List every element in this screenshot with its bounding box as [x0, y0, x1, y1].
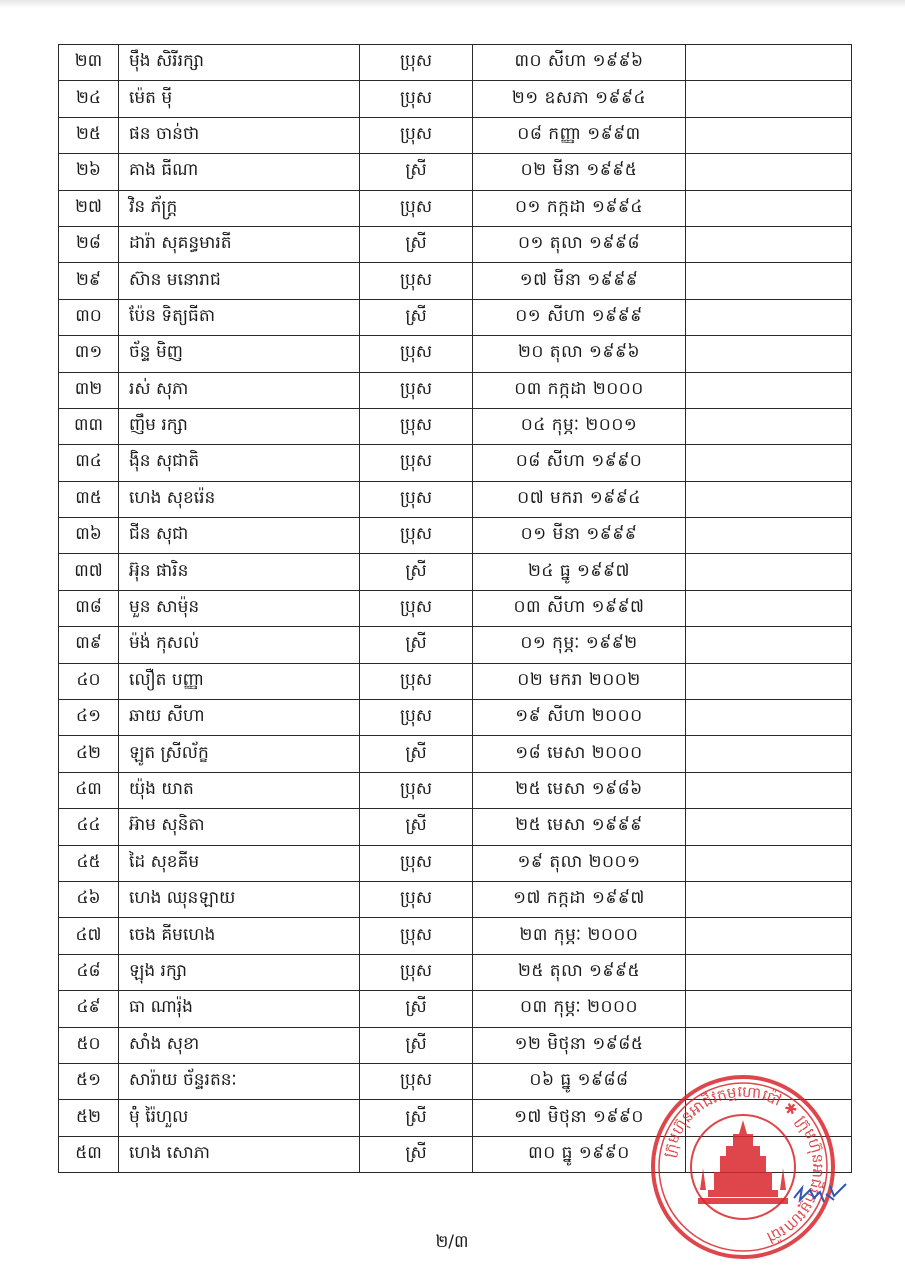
employee-name: ហេង សោភា — [119, 1136, 360, 1172]
gender: ប្រុស — [360, 1063, 473, 1099]
table-row — [59, 627, 852, 663]
gender: ប្រុស — [360, 772, 473, 808]
table-row — [59, 372, 852, 408]
date-of-birth: ០៦ ធ្នូ ១៩៨៨ — [473, 1063, 686, 1099]
row-number: ៤៧ — [59, 918, 119, 954]
svg-text:ក្រុមហ៊ុនអាជីវកម្មហោប៉ៅ ✱ ក្រុ: ក្រុមហ៊ុនអាជីវកម្មហោប៉ៅ ✱ ក្រុមហ៊ុនអាជីវកម្មហោប៉ៅ — [659, 1082, 828, 1247]
employee-name: ញឹម រក្សា — [119, 408, 360, 444]
date-of-birth: ១២ មិថុនា ១៩៨៥ — [473, 1027, 686, 1063]
row-number: ៣៥ — [59, 481, 119, 517]
date-of-birth: ០១ សីហា ១៩៩៩ — [473, 299, 686, 335]
gender: ប្រុស — [360, 445, 473, 481]
table-row — [59, 117, 852, 153]
date-of-birth: ១៩ សីហា ២០០០ — [473, 700, 686, 736]
note-cell — [686, 1027, 852, 1063]
table-row — [59, 1027, 852, 1063]
employee-name: ម៉ុំ រ៉ៃហួល — [119, 1100, 360, 1136]
page-edge — [0, 0, 905, 8]
row-number: ៣៣ — [59, 408, 119, 444]
date-of-birth: ១៧ មិថុនា ១៩៩០ — [473, 1100, 686, 1136]
note-cell — [686, 190, 852, 226]
gender: ស្រី — [360, 299, 473, 335]
gender: ប្រុស — [360, 518, 473, 554]
note-cell — [686, 299, 852, 335]
date-of-birth: ២៣ កុម្ភៈ ២០០០ — [473, 918, 686, 954]
date-of-birth: ២៤ ធ្នូ ១៩៩៧ — [473, 554, 686, 590]
gender: ប្រុស — [360, 663, 473, 699]
gender: ប្រុស — [360, 954, 473, 990]
gender: ស្រី — [360, 627, 473, 663]
row-number: ២៨ — [59, 226, 119, 262]
employee-name: ហេង សុខរ៉េន — [119, 481, 360, 517]
row-number: ៣០ — [59, 299, 119, 335]
note-cell — [686, 263, 852, 299]
row-number: ៤២ — [59, 736, 119, 772]
employee-name: ចេង គីមហេង — [119, 918, 360, 954]
table-row — [59, 554, 852, 590]
gender: ប្រុស — [360, 190, 473, 226]
date-of-birth: ០១ តុលា ១៩៩៨ — [473, 226, 686, 262]
employee-name: ឡុង រក្សា — [119, 954, 360, 990]
date-of-birth: ០៨ កញ្ញា ១៩៩៣ — [473, 117, 686, 153]
row-number: ៤៨ — [59, 954, 119, 990]
employee-name: ស៊ាន មនោរាជ — [119, 263, 360, 299]
signature — [790, 1178, 850, 1208]
employee-name: សារ៉ាយ ច័ន្ទរតនៈ — [119, 1063, 360, 1099]
note-cell — [686, 700, 852, 736]
gender: ប្រុស — [360, 408, 473, 444]
note-cell — [686, 627, 852, 663]
table-row — [59, 81, 852, 117]
table-row — [59, 772, 852, 808]
row-number: ៤៦ — [59, 881, 119, 917]
employee-name: រស់ សុភា — [119, 372, 360, 408]
note-cell — [686, 481, 852, 517]
note-cell — [686, 954, 852, 990]
row-number: ២៣ — [59, 45, 119, 81]
row-number: ៥០ — [59, 1027, 119, 1063]
note-cell — [686, 845, 852, 881]
date-of-birth: ០៣ កុម្ភៈ ២០០០ — [473, 991, 686, 1027]
table-row — [59, 954, 852, 990]
row-number: ៣៤ — [59, 445, 119, 481]
row-number: ៤០ — [59, 663, 119, 699]
employee-table — [58, 44, 852, 1173]
gender: ស្រី — [360, 1100, 473, 1136]
employee-name: អ៊ុន ផារិន — [119, 554, 360, 590]
employee-name: មួន សាម៉ុន — [119, 590, 360, 626]
gender: ប្រុស — [360, 700, 473, 736]
note-cell — [686, 372, 852, 408]
row-number: ៤៩ — [59, 991, 119, 1027]
table-row — [59, 845, 852, 881]
row-number: ៣៧ — [59, 554, 119, 590]
note-cell — [686, 663, 852, 699]
table-row — [59, 263, 852, 299]
note-cell — [686, 81, 852, 117]
table-row — [59, 445, 852, 481]
gender: ស្រី — [360, 1136, 473, 1172]
table-body — [59, 45, 852, 1173]
row-number: ២៤ — [59, 81, 119, 117]
note-cell — [686, 154, 852, 190]
table-row — [59, 190, 852, 226]
row-number: ២៧ — [59, 190, 119, 226]
date-of-birth: ២០ តុលា ១៩៩៦ — [473, 336, 686, 372]
employee-name: យ៉ុង យាត — [119, 772, 360, 808]
row-number: ៤៥ — [59, 845, 119, 881]
note-cell — [686, 226, 852, 262]
date-of-birth: ១៧ មីនា ១៩៩៩ — [473, 263, 686, 299]
employee-name: ឆាយ សីហា — [119, 700, 360, 736]
row-number: ២៩ — [59, 263, 119, 299]
employee-name: ឡូត ស្រីល័ក្ខ — [119, 736, 360, 772]
employee-name: ធា ណារ៉ុង — [119, 991, 360, 1027]
gender: ប្រុស — [360, 81, 473, 117]
date-of-birth: ០១ កុម្ភៈ ១៩៩២ — [473, 627, 686, 663]
table-row — [59, 918, 852, 954]
gender: ស្រី — [360, 154, 473, 190]
table-row — [59, 991, 852, 1027]
gender: ស្រី — [360, 554, 473, 590]
note-cell — [686, 408, 852, 444]
date-of-birth: ៣០ ធ្នូ ១៩៩០ — [473, 1136, 686, 1172]
note-cell — [686, 1063, 852, 1099]
table-row — [59, 408, 852, 444]
note-cell — [686, 991, 852, 1027]
date-of-birth: ០៣ កក្កដា ២០០០ — [473, 372, 686, 408]
date-of-birth: ០២ មករា ២០០២ — [473, 663, 686, 699]
row-number: ៤៤ — [59, 809, 119, 845]
row-number: ៥១ — [59, 1063, 119, 1099]
page-number: ២/៣ — [435, 1232, 469, 1252]
table-row — [59, 590, 852, 626]
note-cell — [686, 736, 852, 772]
gender: ប្រុស — [360, 918, 473, 954]
row-number: ៣១ — [59, 336, 119, 372]
row-number: ២៦ — [59, 154, 119, 190]
date-of-birth: ២១ ឧសភា ១៩៩៤ — [473, 81, 686, 117]
row-number: ៣៩ — [59, 627, 119, 663]
note-cell — [686, 518, 852, 554]
row-number: ៤៣ — [59, 772, 119, 808]
table-row — [59, 809, 852, 845]
employee-name: ច័ន្ទ មិញ — [119, 336, 360, 372]
date-of-birth: ២៥ មេសា ១៩៩៩ — [473, 809, 686, 845]
note-cell — [686, 336, 852, 372]
note-cell — [686, 809, 852, 845]
note-cell — [686, 772, 852, 808]
note-cell — [686, 45, 852, 81]
gender: ស្រី — [360, 1027, 473, 1063]
note-cell — [686, 445, 852, 481]
employee-name: គាង ធីណា — [119, 154, 360, 190]
date-of-birth: ២៥ តុលា ១៩៩៥ — [473, 954, 686, 990]
table-row — [59, 45, 852, 81]
gender: ស្រី — [360, 736, 473, 772]
table-row — [59, 663, 852, 699]
note-cell — [686, 918, 852, 954]
date-of-birth: ០២ មីនា ១៩៩៥ — [473, 154, 686, 190]
table-row — [59, 336, 852, 372]
employee-name: ដារ៉ា សុគន្ធមារតី — [119, 226, 360, 262]
row-number: ៣២ — [59, 372, 119, 408]
employee-name: ង៉ិន សុជាតិ — [119, 445, 360, 481]
employee-name: អ៊ាម សុនិតា — [119, 809, 360, 845]
gender: ស្រី — [360, 226, 473, 262]
date-of-birth: ១៧ កក្កដា ១៩៩៧ — [473, 881, 686, 917]
employee-name: ប៉ែន ទិត្យធីតា — [119, 299, 360, 335]
employee-name: ហេង ឈុនឡាយ — [119, 881, 360, 917]
gender: ប្រុស — [360, 590, 473, 626]
table-row — [59, 299, 852, 335]
employee-name: ម៉ឹង សិរីរក្សា — [119, 45, 360, 81]
row-number: ៣៨ — [59, 590, 119, 626]
gender: ស្រី — [360, 991, 473, 1027]
date-of-birth: ២៥ មេសា ១៩៨៦ — [473, 772, 686, 808]
employee-name: ផន ចាន់ថា — [119, 117, 360, 153]
note-cell — [686, 554, 852, 590]
note-cell — [686, 881, 852, 917]
date-of-birth: ០១ កក្កដា ១៩៩៤ — [473, 190, 686, 226]
row-number: ២៥ — [59, 117, 119, 153]
table-row — [59, 481, 852, 517]
date-of-birth: ១៨ មេសា ២០០០ — [473, 736, 686, 772]
date-of-birth: ០៤ កុម្ភៈ ២០០១ — [473, 408, 686, 444]
table-row — [59, 154, 852, 190]
table-row — [59, 518, 852, 554]
table-row — [59, 1063, 852, 1099]
employee-name: ម៉ង់ កុសល់ — [119, 627, 360, 663]
row-number: ៥៣ — [59, 1136, 119, 1172]
gender: ស្រី — [360, 809, 473, 845]
gender: ប្រុស — [360, 45, 473, 81]
employee-name: លឿត បញ្ញា — [119, 663, 360, 699]
employee-name: សាំង សុខា — [119, 1027, 360, 1063]
table-row — [59, 1100, 852, 1136]
gender: ប្រុស — [360, 372, 473, 408]
note-cell — [686, 1136, 852, 1172]
employee-name: ជីន សុជា — [119, 518, 360, 554]
table-row — [59, 226, 852, 262]
employee-name: ម៉េត ម៉ី — [119, 81, 360, 117]
gender: ប្រុស — [360, 881, 473, 917]
employee-name: ដៃ សុខគីម — [119, 845, 360, 881]
date-of-birth: ០៣ សីហា ១៩៩៧ — [473, 590, 686, 626]
date-of-birth: ០១ មីនា ១៩៩៩ — [473, 518, 686, 554]
date-of-birth: ០៨ សីហា ១៩៩០ — [473, 445, 686, 481]
gender: ប្រុស — [360, 117, 473, 153]
gender: ប្រុស — [360, 845, 473, 881]
table-row — [59, 700, 852, 736]
employee-name: វិន ភ័ក្ត្រ — [119, 190, 360, 226]
gender: ប្រុស — [360, 263, 473, 299]
table-row — [59, 1136, 852, 1172]
note-cell — [686, 590, 852, 626]
gender: ប្រុស — [360, 336, 473, 372]
note-cell — [686, 1100, 852, 1136]
table-row — [59, 736, 852, 772]
date-of-birth: ១៩ តុលា ២០០១ — [473, 845, 686, 881]
table-row — [59, 881, 852, 917]
row-number: ៣៦ — [59, 518, 119, 554]
date-of-birth: ៣០ សីហា ១៩៩៦ — [473, 45, 686, 81]
row-number: ៤១ — [59, 700, 119, 736]
row-number: ៥២ — [59, 1100, 119, 1136]
gender: ប្រុស — [360, 481, 473, 517]
date-of-birth: ០៧ មករា ១៩៩៤ — [473, 481, 686, 517]
note-cell — [686, 117, 852, 153]
